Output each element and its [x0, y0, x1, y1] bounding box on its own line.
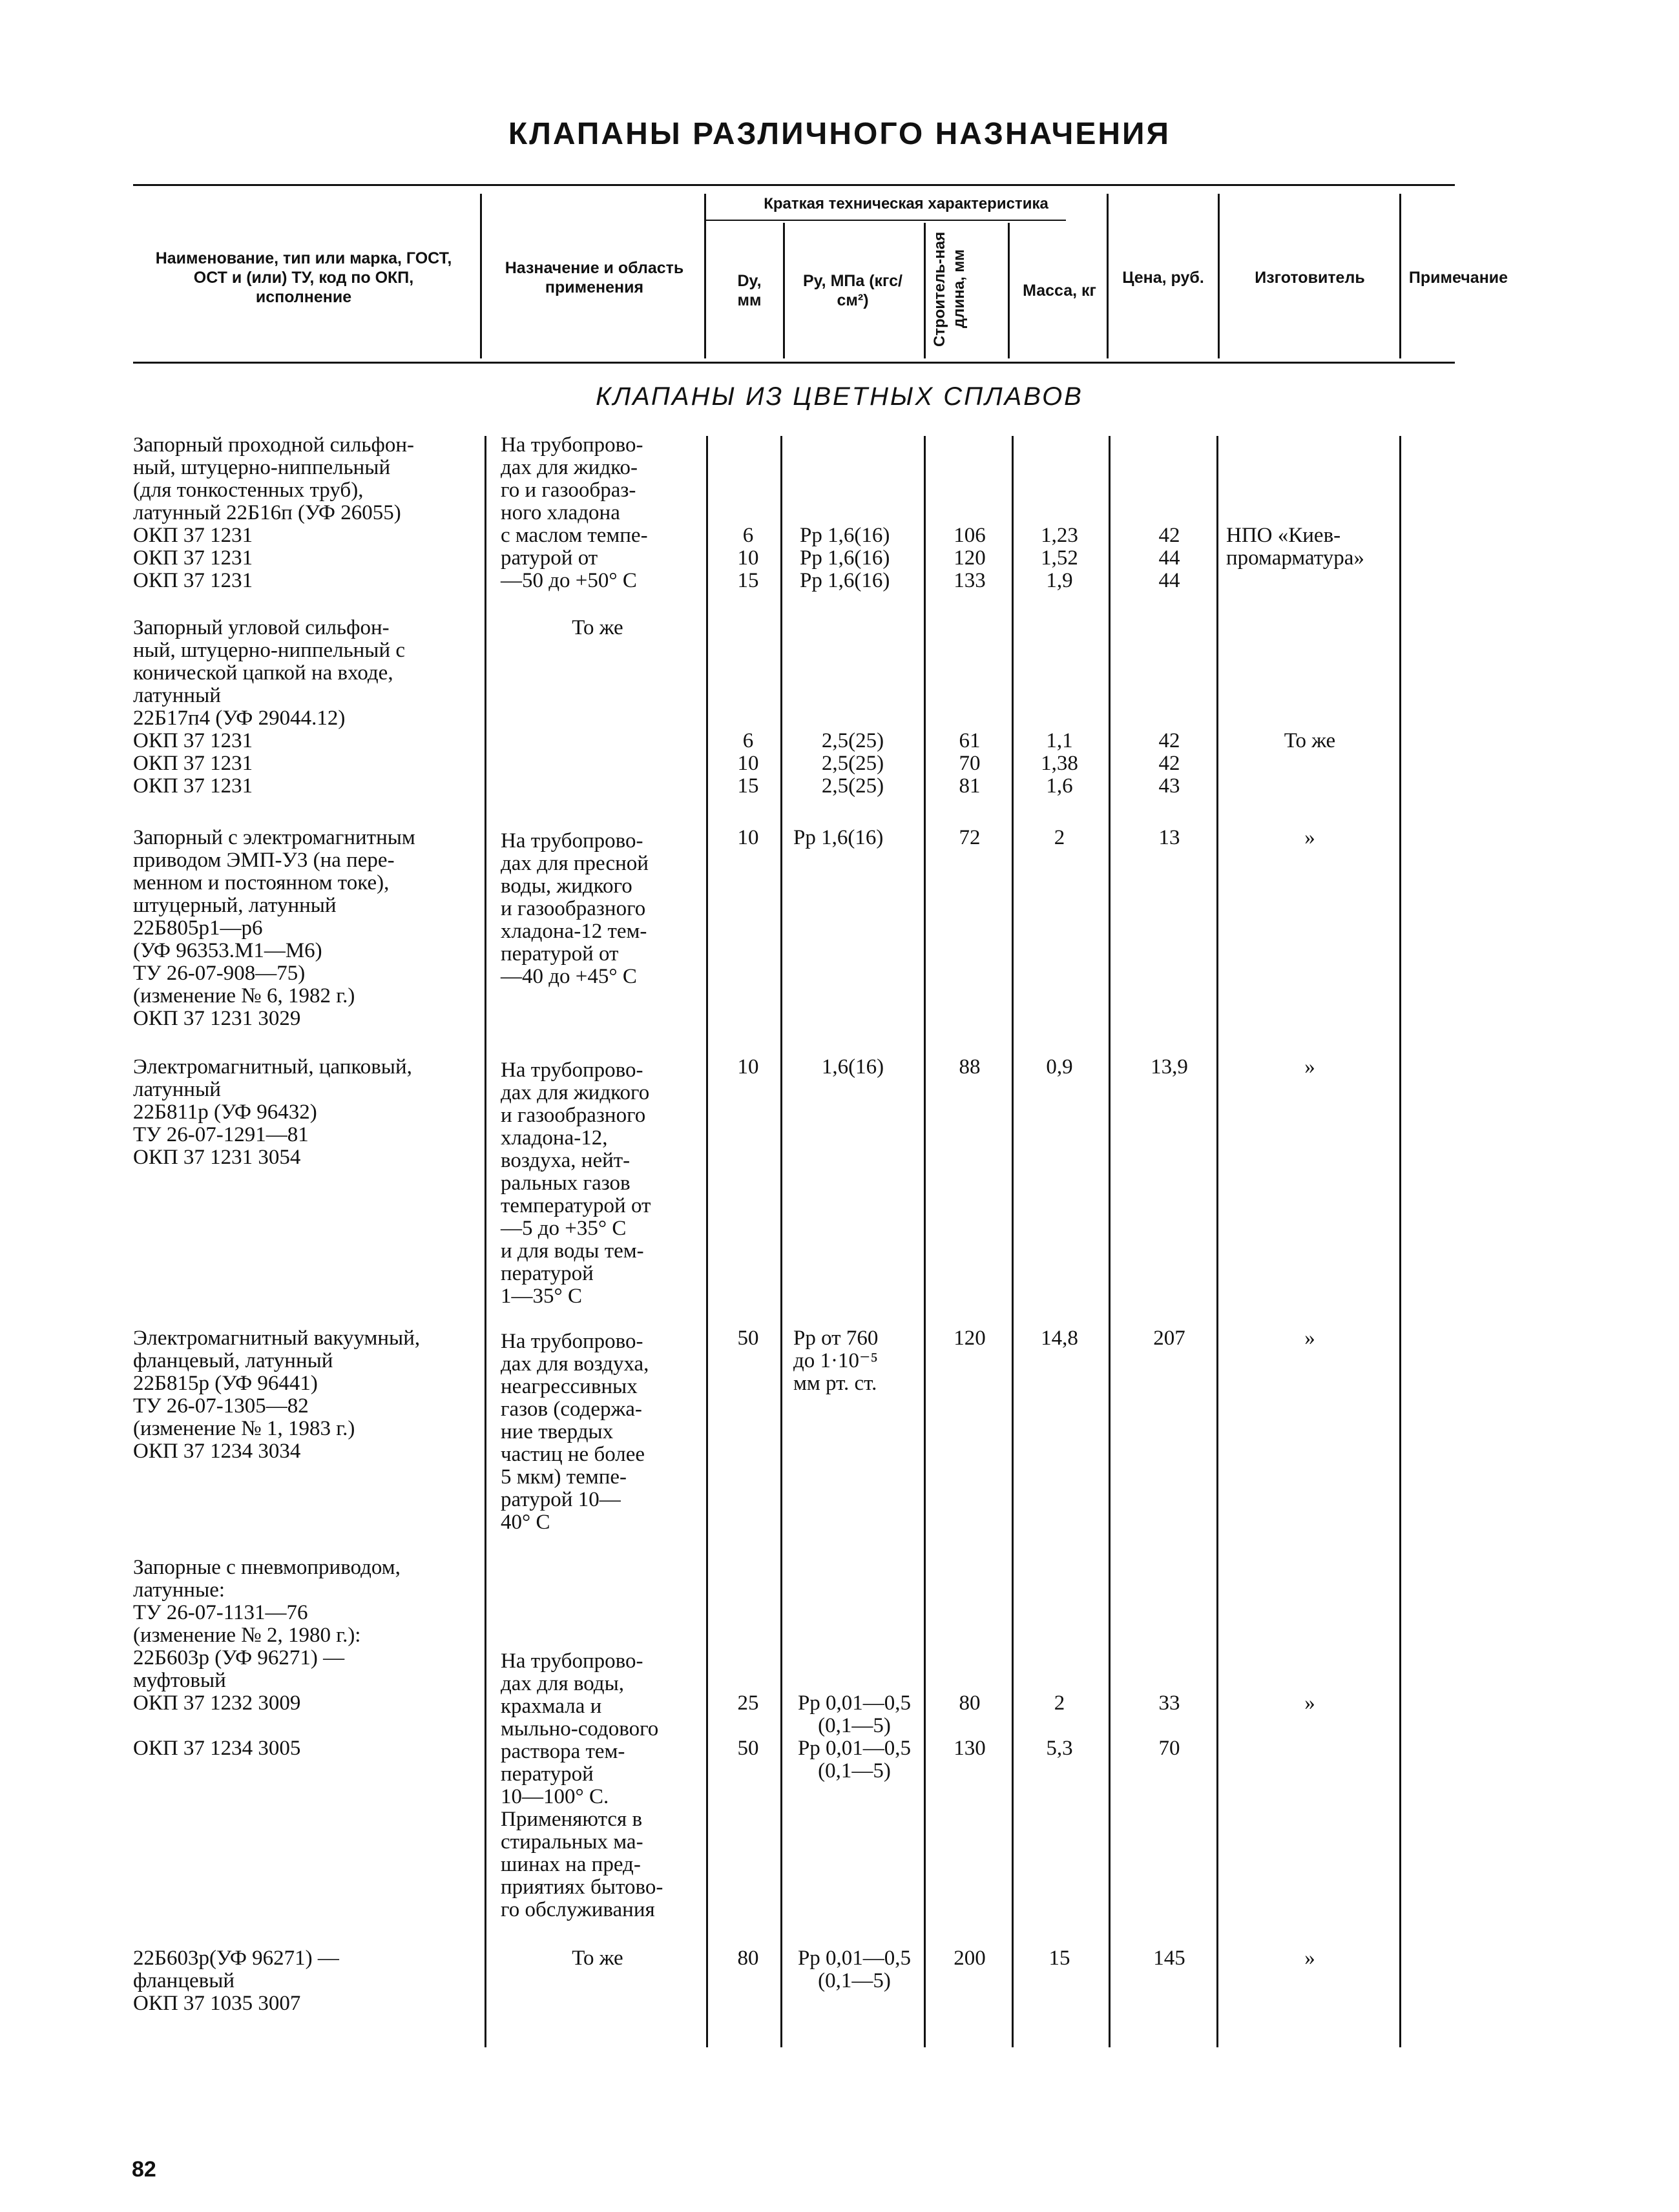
- row-7-maker: »: [1304, 1947, 1315, 1970]
- row-6-price: 33 70: [1158, 1691, 1180, 1760]
- page-title: КЛАПАНЫ РАЗЛИЧНОГО НАЗНАЧЕНИЯ: [508, 117, 1171, 151]
- row-3-dy: 10: [737, 826, 759, 849]
- row-7-price: 145: [1153, 1947, 1185, 1970]
- hdr-divider: [704, 194, 706, 358]
- row-5-mass: 14,8: [1041, 1327, 1078, 1350]
- body-divider: [924, 436, 926, 2047]
- row-3-py: Pр 1,6(16): [793, 826, 884, 849]
- row-6-maker: »: [1304, 1691, 1315, 1715]
- body-divider: [706, 436, 708, 2047]
- row-4-price: 13,9: [1151, 1055, 1188, 1079]
- row-2-mass: 1,1 1,38 1,6: [1041, 729, 1078, 798]
- row-3-purpose: На трубопрово- дах для пресной воды, жидкого и газообразного хладона-12 тем- пературой от —40 до +45° С: [501, 829, 649, 988]
- row-5-dy: 50: [737, 1327, 759, 1350]
- row-3-mass: 2: [1054, 826, 1065, 849]
- hdr-divider: [1008, 223, 1010, 358]
- hdr-divider: [924, 223, 926, 358]
- row-5-purpose: На трубопрово- дах для воздуха, неагрессивных газов (содержа- ние твердых частиц не более 5 мкм) темпе- ратурой 10— 40° С: [501, 1330, 649, 1534]
- hdr-divider: [783, 223, 785, 358]
- row-5-maker: »: [1304, 1327, 1315, 1350]
- header-tech-group: Краткая техническая характеристика: [764, 195, 1048, 212]
- header-name: Наименование, тип или марка, ГОСТ, ОСТ и (или) ТУ, код по ОКП, исполнение: [155, 249, 452, 306]
- row-3-maker: »: [1304, 826, 1315, 849]
- row-4-purpose: На трубопрово- дах для жидкого и газообразного хладона-12, воздуха, нейт- ральных газов температурой от —5 до +35° С и для воды тем- пературой 1—35° С: [501, 1059, 651, 1308]
- row-4-name: Электромагнитный, цапковый, латунный 22Б811р (УФ 96432) ТУ 26-07-1291—81 ОКП 37 1231 3054: [133, 1055, 412, 1169]
- header-mass: Масса, кг: [1023, 282, 1096, 300]
- row-7-py: Pр 0,01—0,5 (0,1—5): [797, 1947, 912, 1992]
- row-7-length: 200: [954, 1947, 986, 1970]
- body-divider: [1012, 436, 1014, 2047]
- row-3-length: 72: [959, 826, 981, 849]
- row-2-name: Запорный угловой сильфон- ный, штуцерно-ниппельный с конической цапкой на входе, латунный 22Б17п4 (УФ 29044.12) ОКП 37 1231 ОКП 37 1231 ОКП 37 1231: [133, 616, 406, 798]
- row-5-py: Pр от 760 до 1·10⁻⁵ мм рт. ст.: [793, 1327, 879, 1395]
- row-4-py: 1,6(16): [821, 1055, 884, 1079]
- row-7-name: 22Б603р(УФ 96271) — фланцевый ОКП 37 1035 3007: [133, 1947, 339, 2015]
- row-6-dy: 25 50: [737, 1691, 759, 1760]
- row-4-dy: 10: [737, 1055, 759, 1079]
- header-py: Pу, МПа (кгс/см²): [802, 272, 902, 309]
- table-top-rule: [133, 184, 1455, 186]
- row-6-py: Pр 0,01—0,5 (0,1—5) Pр 0,01—0,5 (0,1—5): [797, 1691, 912, 1783]
- row-1-price: 42 44 44: [1158, 524, 1180, 592]
- header-price: Цена, руб.: [1122, 269, 1204, 287]
- hdr-divider: [480, 194, 482, 358]
- body-divider: [780, 436, 782, 2047]
- row-6-mass: 2 5,3: [1046, 1691, 1073, 1760]
- row-5-name: Электромагнитный вакуумный, фланцевый, латунный 22Б815р (УФ 96441) ТУ 26-07-1305—82 (изменение № 1, 1983 г.) ОКП 37 1234 3034: [133, 1327, 421, 1463]
- row-7-purpose: То же: [572, 1947, 623, 1970]
- row-6-name: Запорные с пневмоприводом, латунные: ТУ 26-07-1131—76 (изменение № 2, 1980 г.): 22Б603р (УФ 96271) — муфтовый ОКП 37 1232 3009 ОКП 37 1234 3005: [133, 1556, 401, 1760]
- row-7-mass: 15: [1048, 1947, 1070, 1970]
- row-6-purpose: На трубопрово- дах для воды, крахмала и мыльно-содового раствора тем- пературой 10—100° С. Применяются в стиральных ма- шинах на пред- приятиях бытово- го обслуживания: [501, 1649, 663, 1921]
- row-4-length: 88: [959, 1055, 981, 1079]
- row-2-purpose: То же: [572, 616, 623, 639]
- row-2-length: 61 70 81: [959, 729, 981, 798]
- row-1-purpose: На трубопрово- дах для жидко- го и газообраз- ного хладона с маслом темпе- ратурой от —50 до +50° С: [501, 433, 648, 592]
- row-5-price: 207: [1153, 1327, 1185, 1350]
- row-2-py: 2,5(25) 2,5(25) 2,5(25): [821, 729, 884, 798]
- section-title: КЛАПАНЫ ИЗ ЦВЕТНЫХ СПЛАВОВ: [596, 382, 1083, 411]
- row-1-dy: 6 10 15: [737, 524, 759, 592]
- tech-group-rule: [704, 220, 1066, 221]
- hdr-divider: [1399, 194, 1401, 358]
- row-2-dy: 6 10 15: [737, 729, 759, 798]
- body-divider: [1399, 436, 1401, 2047]
- row-2-maker: То же: [1284, 729, 1336, 752]
- header-purpose: Назначение и область применения: [505, 259, 684, 296]
- row-4-mass: 0,9: [1046, 1055, 1073, 1079]
- body-divider: [485, 436, 486, 2047]
- row-3-price: 13: [1158, 826, 1180, 849]
- header-dy: Dу, мм: [737, 272, 762, 309]
- page-number: 82: [132, 2157, 156, 2182]
- row-1-maker: НПО «Киев- промарматура»: [1226, 524, 1364, 570]
- header-length: Строитель-ная длина, мм: [931, 231, 968, 347]
- header-bottom-rule: [133, 362, 1455, 364]
- row-3-name: Запорный с электромагнитным приводом ЭМП-У3 (на пере- менном и постоянном токе), штуцерный, латунный 22Б805р1—р6 (УФ 96353.М1—М6) ТУ 26-07-908—75) (изменение № 6, 1982 г.) ОКП 37 1231 3029: [133, 826, 415, 1030]
- row-1-name: Запорный проходной сильфон- ный, штуцерно-ниппельный (для тонкостенных труб), латунный 22Б16п (УФ 26055) ОКП 37 1231 ОКП 37 1231 ОКП 37 1231: [133, 433, 414, 592]
- hdr-divider: [1107, 194, 1109, 358]
- header-maker: Изготовитель: [1255, 269, 1365, 287]
- body-divider: [1216, 436, 1218, 2047]
- row-2-price: 42 42 43: [1158, 729, 1180, 798]
- hdr-divider: [1218, 194, 1220, 358]
- row-4-maker: »: [1304, 1055, 1315, 1079]
- row-7-dy: 80: [737, 1947, 759, 1970]
- header-note: Примечание: [1408, 269, 1508, 287]
- row-1-length: 106 120 133: [954, 524, 986, 592]
- row-6-length: 80 130: [954, 1691, 986, 1760]
- row-5-length: 120: [954, 1327, 986, 1350]
- row-1-mass: 1,23 1,52 1,9: [1041, 524, 1078, 592]
- body-divider: [1109, 436, 1111, 2047]
- row-1-py: Pр 1,6(16) Pр 1,6(16) Pр 1,6(16): [800, 524, 890, 592]
